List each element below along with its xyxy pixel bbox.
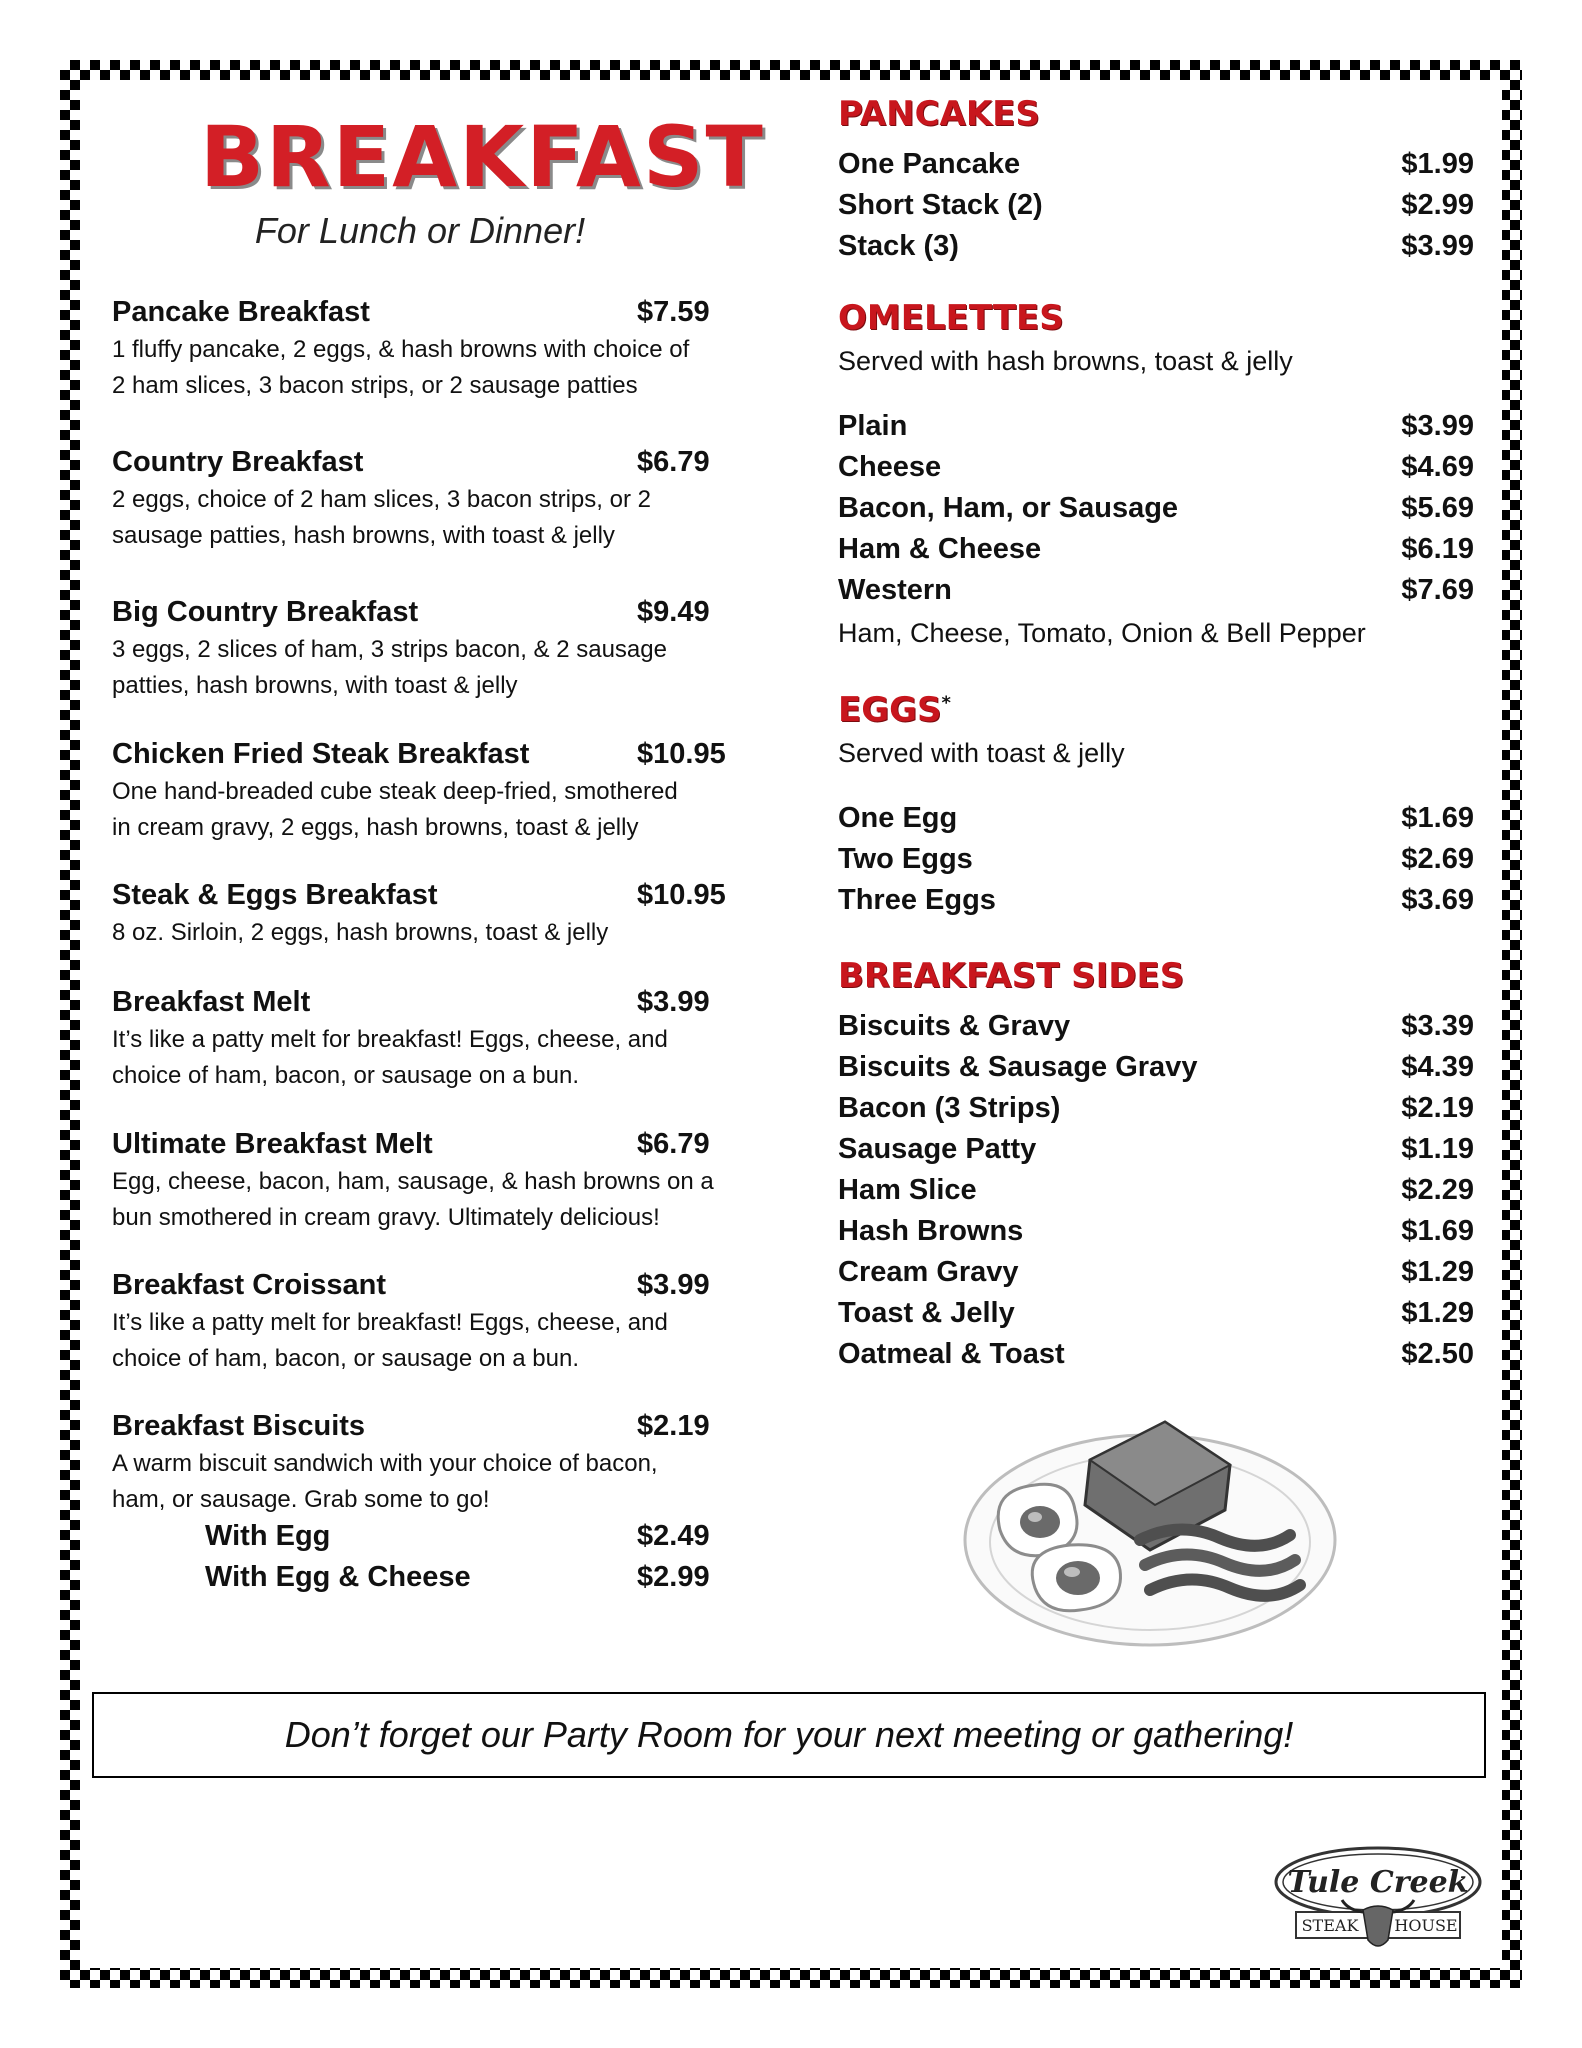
item-name: Western — [838, 574, 952, 606]
side-item — [838, 1334, 1474, 1375]
item-price: $4.69 — [1401, 451, 1474, 483]
item-price: $3.99 — [637, 1269, 710, 1301]
item-name: Cream Gravy — [838, 1256, 1019, 1288]
western-note: Ham, Cheese, Tomato, Onion & Bell Pepper — [838, 618, 1366, 648]
item-name: Country Breakfast — [112, 446, 364, 478]
item-price: $3.39 — [1401, 1010, 1474, 1042]
item-desc: 2 ham slices, 3 bacon strips, or 2 sausage patties — [112, 372, 638, 399]
item-name: Two Eggs — [838, 843, 973, 875]
item-desc: It’s like a patty melt for breakfast! Eggs, cheese, and — [112, 1026, 668, 1053]
item-price: $2.69 — [1401, 843, 1474, 875]
item-price: $6.79 — [637, 1128, 710, 1160]
item-price: $7.69 — [1401, 574, 1474, 606]
item-name: Oatmeal & Toast — [838, 1338, 1065, 1370]
item-name: One Pancake — [838, 148, 1021, 180]
item-desc: ham, or sausage. Grab some to go! — [112, 1486, 490, 1513]
item-price: $10.95 — [637, 879, 726, 911]
item-name: Breakfast Biscuits — [112, 1410, 366, 1442]
party-room-banner: Don’t forget our Party Room for your next meeting or gathering! — [92, 1692, 1486, 1778]
item-price: $2.19 — [1401, 1092, 1474, 1124]
side-item — [838, 1211, 1474, 1252]
item-name: Cheese — [838, 451, 942, 483]
menu-item-ultimate-breakfast-melt — [112, 1124, 732, 1236]
item-name: Hash Browns — [838, 1215, 1024, 1247]
item-desc: in cream gravy, 2 eggs, hash browns, toast & jelly — [112, 814, 639, 841]
menu-item-pancake-breakfast — [112, 292, 732, 404]
item-desc: It’s like a patty melt for breakfast! Eggs, cheese, and — [112, 1309, 668, 1336]
item-price: $1.29 — [1401, 1256, 1474, 1288]
item-name: Plain — [838, 410, 908, 442]
logo-name: Tule Creek — [1287, 1865, 1469, 1900]
omelette-item — [838, 488, 1474, 529]
side-item — [838, 1088, 1474, 1129]
item-name: Three Eggs — [838, 884, 996, 916]
breakfast-plate-icon — [960, 1410, 1340, 1650]
item-price: $1.19 — [1401, 1133, 1474, 1165]
item-price: $1.69 — [1401, 802, 1474, 834]
side-item — [838, 1129, 1474, 1170]
item-name: Chicken Fried Steak Breakfast — [112, 738, 530, 770]
logo-steak: STEAK — [1301, 1916, 1359, 1935]
item-price: $6.19 — [1401, 533, 1474, 565]
item-price: $6.79 — [637, 446, 710, 478]
item-desc: Egg, cheese, bacon, ham, sausage, & hash browns on a — [112, 1168, 714, 1195]
item-name: Ham & Cheese — [838, 533, 1042, 565]
menu-item-breakfast-melt — [112, 982, 732, 1094]
item-name: Bacon, Ham, or Sausage — [838, 492, 1179, 524]
side-item — [838, 1293, 1474, 1334]
section-title-eggs — [838, 690, 951, 730]
item-name: Ham Slice — [838, 1174, 977, 1206]
item-name: Steak & Eggs Breakfast — [112, 879, 438, 911]
item-desc: choice of ham, bacon, or sausage on a bun. — [112, 1345, 579, 1372]
item-price: $7.59 — [637, 296, 710, 328]
tule-creek-logo — [1268, 1840, 1488, 1960]
menu-item-big-country-breakfast — [112, 592, 732, 704]
steer-skull-icon — [1363, 1906, 1393, 1946]
pancake-item — [838, 185, 1474, 226]
item-price: $9.49 — [637, 596, 710, 628]
item-desc: A warm biscuit sandwich with your choice of bacon, — [112, 1450, 658, 1477]
section-title-sides: BREAKFAST SIDES — [838, 956, 1185, 996]
egg-item — [838, 839, 1474, 880]
item-desc: 2 eggs, choice of 2 ham slices, 3 bacon strips, or 2 — [112, 486, 651, 513]
item-price: $1.69 — [1401, 1215, 1474, 1247]
menu-item-breakfast-croissant — [112, 1265, 732, 1377]
addon-name: With Egg — [205, 1520, 331, 1552]
item-price: $2.99 — [1401, 189, 1474, 221]
item-name: Pancake Breakfast — [112, 296, 370, 328]
item-name: Breakfast Melt — [112, 986, 311, 1018]
side-item — [838, 1006, 1474, 1047]
omelette-item — [838, 447, 1474, 488]
item-desc: One hand-breaded cube steak deep-fried, smothered — [112, 778, 678, 805]
item-name: Short Stack (2) — [838, 189, 1043, 221]
egg-item — [838, 880, 1474, 921]
item-name: Ultimate Breakfast Melt — [112, 1128, 433, 1160]
item-price: $2.19 — [637, 1410, 710, 1442]
item-name: Breakfast Croissant — [112, 1269, 386, 1301]
item-price: $5.69 — [1401, 492, 1474, 524]
section-title-omelettes: OMELETTES — [838, 298, 1064, 338]
item-desc: 1 fluffy pancake, 2 eggs, & hash browns with choice of — [112, 336, 690, 363]
omelettes-note: Served with hash browns, toast & jelly — [838, 346, 1293, 376]
item-name: Sausage Patty — [838, 1133, 1037, 1165]
item-name: Stack (3) — [838, 230, 959, 262]
item-desc: bun smothered in cream gravy. Ultimately delicious! — [112, 1204, 660, 1231]
item-price: $3.69 — [1401, 884, 1474, 916]
addon-price: $2.49 — [637, 1520, 710, 1552]
eggs-asterisk: * — [941, 692, 951, 714]
item-price: $3.99 — [1401, 410, 1474, 442]
eggs-title-text: EGGS — [838, 690, 942, 730]
item-name: Biscuits & Gravy — [838, 1010, 1071, 1042]
addon-with-egg — [205, 1516, 732, 1556]
item-price: $3.99 — [1401, 230, 1474, 262]
pancake-item — [838, 144, 1474, 185]
addon-name: With Egg & Cheese — [205, 1561, 471, 1593]
side-item — [838, 1170, 1474, 1211]
menu-item-steak-eggs — [112, 875, 732, 951]
addon-with-egg-cheese — [205, 1557, 732, 1597]
item-price: $3.99 — [637, 986, 710, 1018]
item-name: Biscuits & Sausage Gravy — [838, 1051, 1198, 1083]
item-name: Big Country Breakfast — [112, 596, 419, 628]
item-price: $4.39 — [1401, 1051, 1474, 1083]
item-price: $1.29 — [1401, 1297, 1474, 1329]
item-price: $2.50 — [1401, 1338, 1474, 1370]
item-price: $1.99 — [1401, 148, 1474, 180]
item-name: One Egg — [838, 802, 958, 834]
item-name: Toast & Jelly — [838, 1297, 1015, 1329]
logo-house: HOUSE — [1394, 1916, 1458, 1935]
menu-item-breakfast-biscuits — [112, 1406, 732, 1518]
omelette-item — [838, 570, 1474, 611]
egg-item — [838, 798, 1474, 839]
item-desc: sausage patties, hash browns, with toast & jelly — [112, 522, 615, 549]
side-item — [838, 1047, 1474, 1088]
pancake-item — [838, 226, 1474, 267]
menu-item-country-breakfast — [112, 442, 732, 554]
menu-item-chicken-fried-steak — [112, 734, 732, 846]
item-price: $2.29 — [1401, 1174, 1474, 1206]
omelette-item — [838, 529, 1474, 570]
item-price: $10.95 — [637, 738, 726, 770]
side-item — [838, 1252, 1474, 1293]
item-desc: 3 eggs, 2 slices of ham, 3 strips bacon, & 2 sausage — [112, 636, 667, 663]
item-desc: choice of ham, bacon, or sausage on a bun. — [112, 1062, 579, 1089]
addon-price: $2.99 — [637, 1561, 710, 1593]
eggs-note: Served with toast & jelly — [838, 738, 1125, 768]
section-title-pancakes: PANCAKES — [838, 94, 1040, 134]
item-desc: patties, hash browns, with toast & jelly — [112, 672, 518, 699]
menu-title: BREAKFAST — [200, 108, 765, 206]
menu-subtitle: For Lunch or Dinner! — [254, 210, 586, 251]
omelette-item — [838, 406, 1474, 447]
item-desc: 8 oz. Sirloin, 2 eggs, hash browns, toast & jelly — [112, 919, 609, 946]
item-name: Bacon (3 Strips) — [838, 1092, 1061, 1124]
